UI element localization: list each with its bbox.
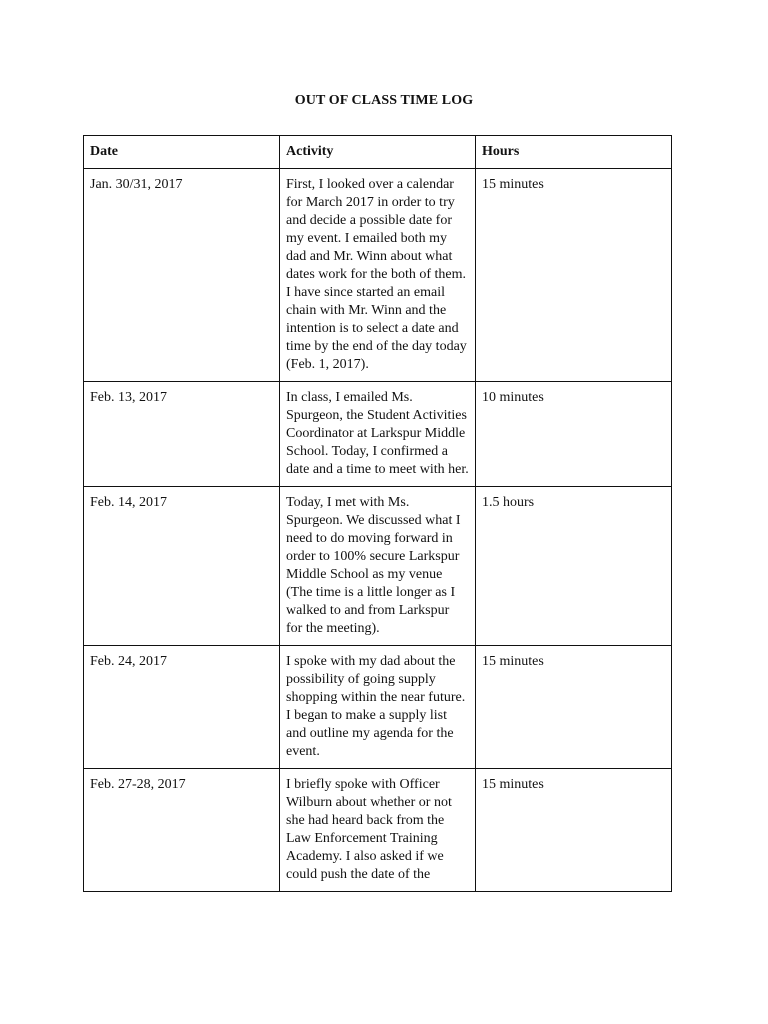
header-activity: Activity bbox=[280, 136, 476, 169]
table-row bbox=[84, 382, 672, 487]
cell-date: Jan. 30/31, 2017 bbox=[84, 169, 280, 382]
cell-hours: 10 minutes bbox=[476, 382, 672, 487]
cell-date: Feb. 14, 2017 bbox=[84, 487, 280, 646]
cell-date: Feb. 24, 2017 bbox=[84, 646, 280, 769]
table-row bbox=[84, 169, 672, 382]
table-header-row bbox=[84, 136, 672, 169]
cell-hours: 15 minutes bbox=[476, 769, 672, 892]
cell-hours: 15 minutes bbox=[476, 169, 672, 382]
table-row bbox=[84, 646, 672, 769]
header-date: Date bbox=[84, 136, 280, 169]
table-row bbox=[84, 487, 672, 646]
cell-activity: Today, I met with Ms. Spurgeon. We discussed what I need to do moving forward in order to 100% secure Larkspur Middle School as my venue (The time is a little longer as I walked to and from Larkspur for the meeting). bbox=[280, 487, 476, 646]
time-log-table bbox=[83, 135, 672, 892]
cell-activity-text: I briefly spoke with Officer Wilburn about whether or not she had heard back from the Law Enforcement Training Academy. I also asked if we could push the date of the bbox=[286, 777, 452, 882]
cell-date: Feb. 27-28, 2017 bbox=[84, 769, 280, 892]
cell-activity bbox=[280, 769, 476, 892]
table-row bbox=[84, 769, 672, 892]
cell-activity: First, I looked over a calendar for March 2017 in order to try and decide a possible date for my event. I emailed both my dad and Mr. Winn about what dates work for the both of them. I have since started an email chain with Mr. Winn and the intention is to select a date and time by the end of the day today (Feb. 1, 2017). bbox=[280, 169, 476, 382]
cell-activity: In class, I emailed Ms. Spurgeon, the Student Activities Coordinator at Larkspur Middle School. Today, I confirmed a date and a time to meet with her. bbox=[280, 382, 476, 487]
cell-hours: 1.5 hours bbox=[476, 487, 672, 646]
cell-activity: I spoke with my dad about the possibility of going supply shopping within the near future. I began to make a supply list and outline my agenda for the event. bbox=[280, 646, 476, 769]
cell-date: Feb. 13, 2017 bbox=[84, 382, 280, 487]
header-hours: Hours bbox=[476, 136, 672, 169]
page-title: OUT OF CLASS TIME LOG bbox=[294, 93, 474, 108]
cell-hours: 15 minutes bbox=[476, 646, 672, 769]
